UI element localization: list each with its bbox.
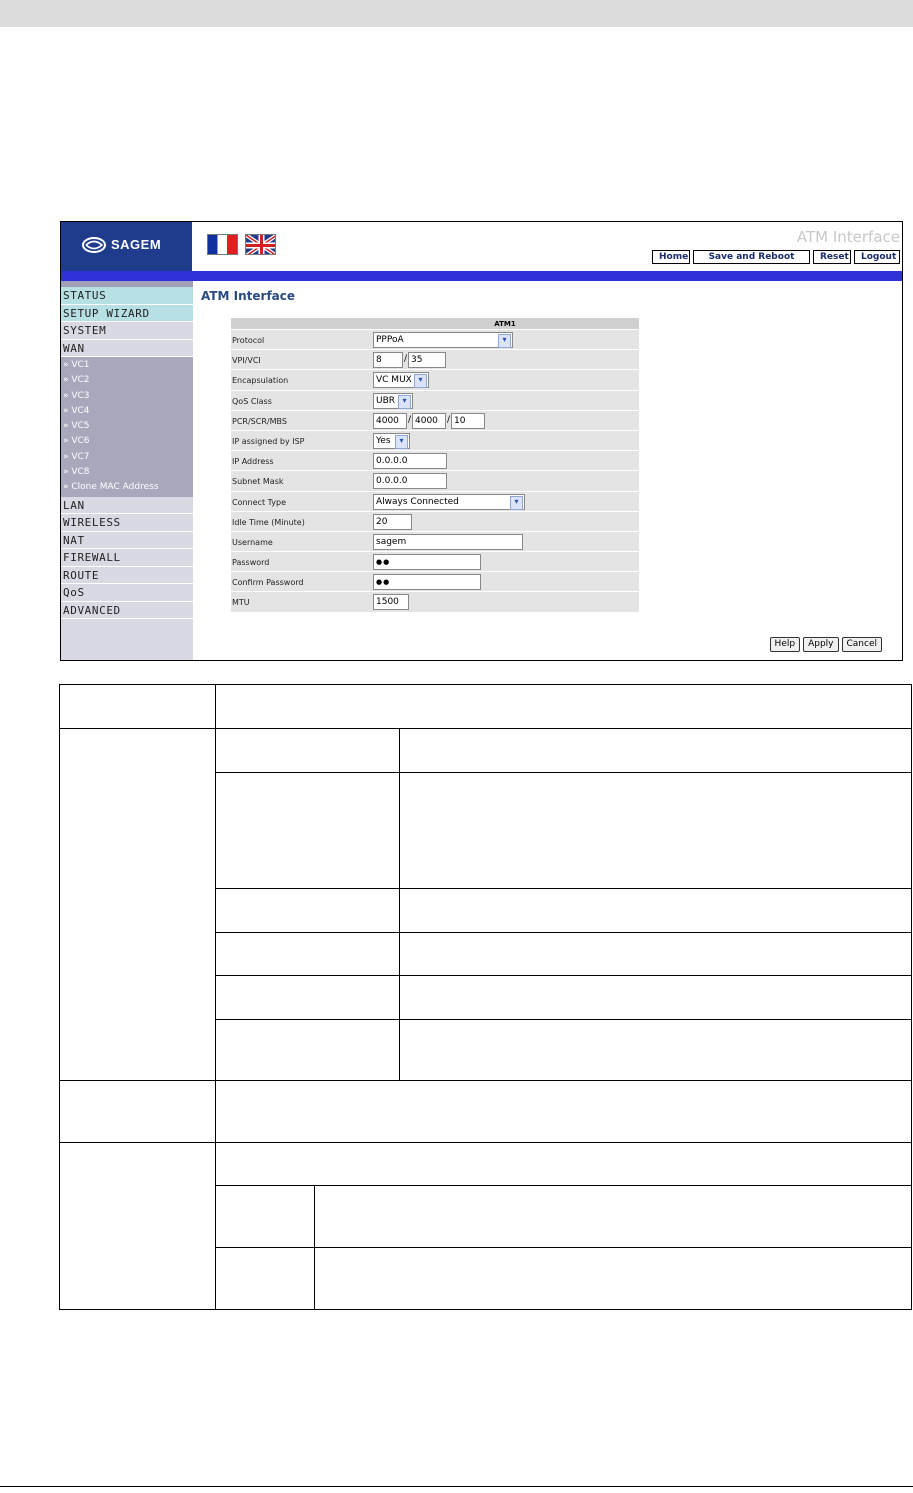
subnet-mask-input[interactable]: 0.0.0.0	[373, 473, 447, 489]
mtu-input[interactable]: 1500	[373, 594, 409, 610]
wan-submenu	[61, 357, 193, 497]
row-encapsulation	[231, 370, 639, 390]
pcr-scr-mbs-label: PCR/SCR/MBS	[232, 416, 287, 426]
vpi-input[interactable]: 8	[373, 352, 403, 368]
row-ip-assigned	[231, 431, 639, 451]
row-connect-type	[231, 492, 639, 512]
header-page-title: ATM Interface	[796, 228, 900, 246]
table-rule	[60, 1142, 911, 1143]
row-password	[231, 552, 639, 572]
username-input[interactable]: sagem	[373, 534, 523, 550]
top-gray-bar	[0, 0, 913, 27]
sidebar-item-vc3[interactable]: » VC3	[63, 390, 90, 401]
top-button-group	[652, 250, 900, 264]
description-table	[59, 684, 912, 1310]
row-ip-address	[231, 451, 639, 471]
password-input[interactable]: ●●	[373, 554, 481, 570]
reset-button[interactable]: Reset	[813, 250, 851, 264]
vpi-vci-label: VPI/VCI	[232, 356, 261, 366]
vci-input[interactable]: 35	[408, 352, 446, 368]
content-title: ATM Interface	[201, 289, 296, 303]
column-header: ATM1	[231, 318, 639, 330]
sidebar-item-nat[interactable]: NAT	[61, 532, 193, 550]
sidebar-item-wan[interactable]: WAN	[61, 340, 193, 358]
table-rule	[215, 1247, 911, 1248]
sidebar-item-vc6[interactable]: » VC6	[63, 436, 90, 447]
row-protocol	[231, 330, 639, 350]
sidebar-item-vc4[interactable]: » VC4	[63, 405, 90, 416]
confirm-password-input[interactable]: ●●	[373, 574, 481, 590]
sidebar-item-wireless[interactable]: WIRELESS	[61, 514, 193, 532]
table-rule	[215, 975, 911, 976]
protocol-label: Protocol	[232, 336, 265, 345]
pcr-scr-separator: /	[408, 414, 412, 425]
brand-name: SAGEM	[111, 237, 162, 252]
apply-button[interactable]: Apply	[803, 637, 838, 652]
uk-flag-icon[interactable]	[245, 234, 276, 255]
row-mtu	[231, 592, 639, 612]
password-label: Password	[232, 558, 270, 568]
protocol-select[interactable]: PPPoA ▾	[373, 332, 513, 348]
home-button[interactable]: Home	[652, 250, 690, 264]
sidebar-item-vc5[interactable]: » VC5	[63, 421, 90, 432]
table-rule	[215, 888, 911, 889]
connect-type-label: Connect Type	[232, 497, 286, 507]
atm-form	[231, 318, 639, 613]
row-subnet-mask	[231, 471, 639, 491]
sidebar-item-clone-mac[interactable]: » Clone MAC Address	[63, 482, 159, 493]
ip-address-label: IP Address	[232, 457, 274, 467]
page-bottom-rule	[0, 1486, 913, 1487]
connect-type-select[interactable]: Always Connected ▾	[373, 494, 525, 510]
router-screenshot	[60, 221, 903, 661]
ip-assigned-select[interactable]: Yes ▾	[373, 433, 410, 449]
row-pcr-scr-mbs	[231, 411, 639, 431]
table-rule	[215, 772, 911, 773]
scr-mbs-separator: /	[447, 414, 451, 425]
table-rule	[60, 1080, 911, 1081]
sidebar-item-vc8[interactable]: » VC8	[63, 467, 90, 478]
ip-address-input[interactable]: 0.0.0.0	[373, 453, 447, 469]
save-and-reboot-button[interactable]: Save and Reboot	[693, 250, 810, 264]
sidebar-item-vc7[interactable]: » VC7	[63, 451, 90, 462]
subnet-mask-label: Subnet Mask	[232, 477, 284, 487]
sidebar-nav	[61, 287, 193, 661]
idle-time-input[interactable]: 20	[373, 514, 412, 530]
sidebar-item-advanced[interactable]: ADVANCED	[61, 602, 193, 620]
pcr-input[interactable]: 4000	[373, 413, 407, 429]
vpi-vci-separator: /	[404, 354, 408, 365]
table-rule	[215, 932, 911, 933]
sidebar-item-lan[interactable]: LAN	[61, 497, 193, 515]
row-username	[231, 532, 639, 552]
sidebar-item-firewall[interactable]: FIREWALL	[61, 549, 193, 567]
sagem-logo	[61, 222, 193, 271]
row-confirm-password	[231, 572, 639, 592]
form-button-group	[770, 637, 882, 652]
username-label: Username	[232, 537, 273, 547]
table-rule	[60, 728, 911, 729]
ip-assigned-label: IP assigned by ISP	[232, 436, 305, 446]
sidebar-item-vc2[interactable]: » VC2	[63, 375, 90, 386]
encapsulation-select[interactable]: VC MUX ▾	[373, 372, 429, 388]
sidebar-item-vc1[interactable]: » VC1	[63, 360, 90, 370]
mtu-label: MTU	[232, 598, 250, 608]
scr-input[interactable]: 4000	[412, 413, 446, 429]
sidebar-item-status[interactable]: STATUS	[61, 287, 193, 305]
qos-class-select[interactable]: UBR ▾	[373, 393, 413, 409]
sidebar-item-setup-wizard[interactable]: SETUP WIZARD	[61, 305, 193, 323]
table-divider-main	[215, 685, 216, 1309]
row-idle-time	[231, 512, 639, 532]
cancel-button[interactable]: Cancel	[842, 637, 883, 652]
french-flag-icon[interactable]	[207, 234, 238, 255]
help-button[interactable]: Help	[770, 637, 801, 652]
qos-class-label: QoS Class	[232, 396, 272, 406]
table-divider-inner	[314, 1185, 315, 1309]
sagem-logo-icon	[81, 236, 107, 254]
confirm-password-label: Confirm Password	[232, 578, 304, 588]
logout-button[interactable]: Logout	[854, 250, 900, 264]
table-divider-inner	[399, 728, 400, 1080]
encapsulation-label: Encapsulation	[232, 376, 289, 386]
header-blue-band	[61, 271, 903, 281]
idle-time-label: Idle Time (Minute)	[232, 517, 305, 527]
table-rule	[215, 1019, 911, 1020]
row-vpi-vci	[231, 350, 639, 370]
sidebar-item-system[interactable]: SYSTEM	[61, 322, 193, 340]
row-qos-class	[231, 391, 639, 411]
table-rule	[215, 1185, 911, 1186]
sidebar-item-route[interactable]: ROUTE	[61, 567, 193, 585]
sidebar-item-qos[interactable]: QoS	[61, 584, 193, 602]
mbs-input[interactable]: 10	[451, 413, 485, 429]
